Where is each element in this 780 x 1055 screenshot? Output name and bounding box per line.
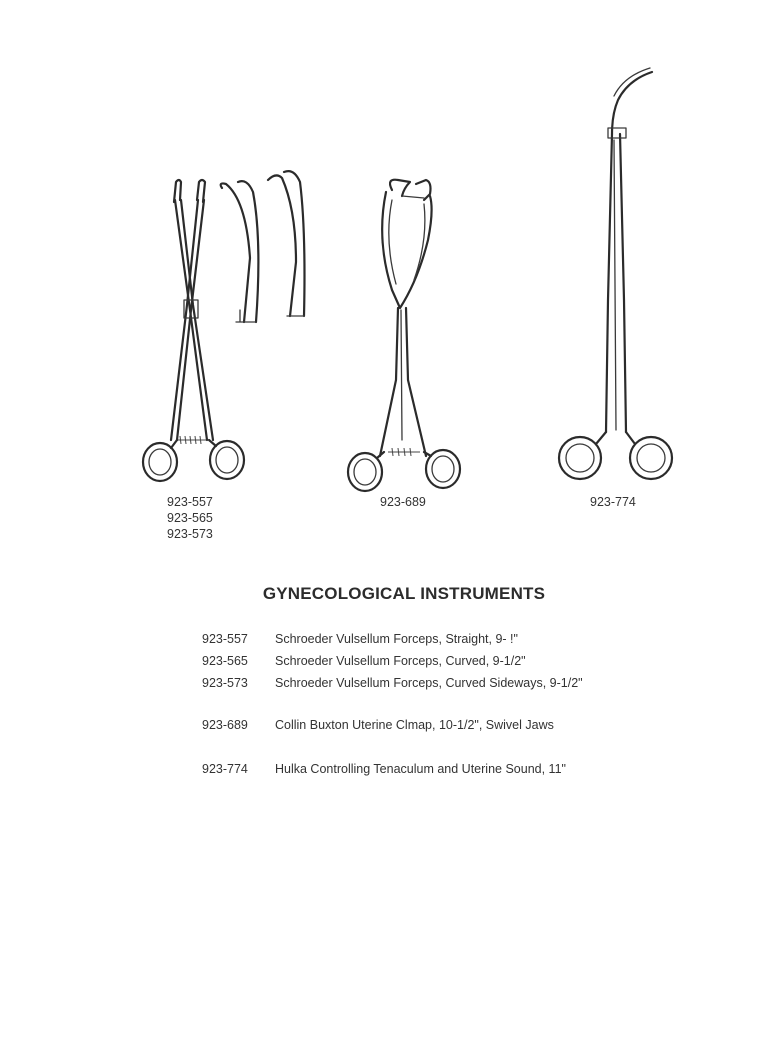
caption-code: 923-565 bbox=[167, 511, 213, 525]
item-code: 923-565 bbox=[202, 654, 248, 668]
hulka-caption: 923-774 bbox=[590, 495, 636, 509]
caption-code: 923-557 bbox=[167, 495, 213, 509]
hulka-tenaculum-illustration bbox=[559, 68, 672, 479]
item-description: Collin Buxton Uterine Clmap, 10-1/2", Swivel Jaws bbox=[275, 718, 554, 732]
item-description: Schroeder Vulsellum Forceps, Straight, 9- !" bbox=[275, 632, 518, 646]
item-code: 923-774 bbox=[202, 762, 248, 776]
schroeder-forceps-captions bbox=[167, 494, 213, 542]
item-code: 923-573 bbox=[202, 676, 248, 690]
item-code: 923-557 bbox=[202, 632, 248, 646]
item-code: 923-689 bbox=[202, 718, 248, 732]
item-description: Schroeder Vulsellum Forceps, Curved Sideways, 9-1/2" bbox=[275, 676, 583, 690]
page-title-text: GYNECOLOGICAL INSTRUMENTS bbox=[262, 584, 546, 603]
page-title bbox=[0, 584, 780, 604]
collin-buxton-caption: 923-689 bbox=[380, 495, 426, 509]
item-description: Schroeder Vulsellum Forceps, Curved, 9-1/2" bbox=[275, 654, 526, 668]
item-description: Hulka Controlling Tenaculum and Uterine Sound, 11" bbox=[275, 762, 566, 776]
schroeder-forceps-illustration bbox=[143, 171, 305, 481]
collin-buxton-clamp-illustration bbox=[348, 180, 460, 491]
caption-code: 923-573 bbox=[167, 527, 213, 541]
